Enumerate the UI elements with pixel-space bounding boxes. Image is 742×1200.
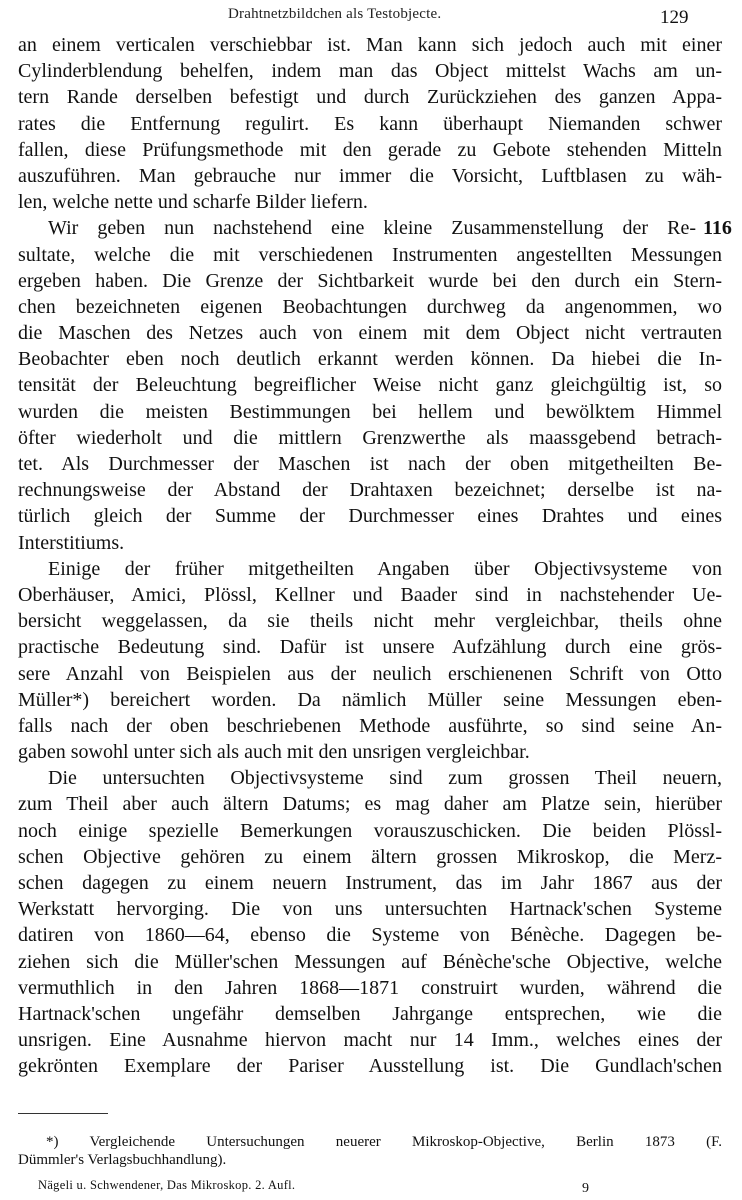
paragraph <box>18 215 722 555</box>
text-line: gaben sowohl unter sich als auch mit den unsrigen vergleichbar. <box>18 741 530 764</box>
text-line: Oberhäuser, Amici, Plössl, Kellner und Baader sind in nachstehender Ue- <box>18 583 722 606</box>
text-line: rechnungsweise der Abstand der Drahtaxen bezeichnet; derselbe ist na- <box>18 479 722 502</box>
text-line: an einem verticalen verschiebbar ist. Man kann sich jedoch auch mit einer <box>18 34 722 56</box>
text-line: Die untersuchten Objectivsysteme sind zum grossen Theil neuern, <box>48 767 722 790</box>
margin-note: 116 <box>703 217 732 239</box>
text-line: practische Bedeutung sind. Dafür ist unsere Aufzählung durch eine grös- <box>18 636 722 659</box>
footnote-rule <box>18 1113 108 1114</box>
text-line: schen Objective gehören zu einem ältern grossen Mikroskop, die Merz- <box>18 845 722 868</box>
body-text <box>18 32 722 1080</box>
text-line: Interstitiums. <box>18 531 125 554</box>
text-line: rates die Entfernung regulirt. Es kann überhaupt Niemanden schwer <box>18 112 722 135</box>
text-line: Wir geben nun nachstehend eine kleine Zusammenstellung der Re- <box>48 217 696 240</box>
text-line: Hartnack'schen ungefähr demselben Jahrgange entsprechen, wie die <box>18 1002 722 1025</box>
signature-line: Nägeli u. Schwendener, Das Mikroskop. 2. Aufl. <box>38 1178 296 1192</box>
page-number: 129 <box>660 7 689 28</box>
paragraph <box>18 765 722 1079</box>
text-line: ergeben haben. Die Grenze der Sichtbarkeit wurde bei den durch ein Stern- <box>18 269 722 292</box>
text-line: tensität der Beleuchtung begreiflicher Weise nicht ganz gleichgültig ist, so <box>18 374 722 397</box>
text-line: bersicht weggelassen, da sie theils nicht mehr vergleichbar, theils ohne <box>18 610 722 633</box>
text-line: falls nach der oben beschriebenen Methode ausführte, so sind seine An- <box>18 714 722 737</box>
text-line: tern Rande derselben befestigt und durch Zurückziehen des ganzen Appa- <box>18 86 722 109</box>
text-line: auszuführen. Man gebrauche nur immer die Vorsicht, Luftblasen zu wäh- <box>18 164 722 187</box>
page-header <box>0 4 742 34</box>
text-line: noch einige spezielle Bemerkungen vorauszuschicken. Die beiden Plössl- <box>18 819 722 842</box>
paragraph <box>18 32 722 215</box>
text-line: chen bezeichneten eigenen Beobachtungen durchweg da angenommen, wo <box>18 295 722 318</box>
text-line: sere Anzahl von Beispielen aus der neulich erschienenen Schrift von Otto <box>18 662 722 685</box>
text-line: ziehen sich die Müller'schen Messungen auf Bénèche'sche Objective, welche <box>18 950 722 973</box>
text-line: Beobachter eben noch deutlich erkannt werden können. Da hiebei die In- <box>18 348 722 371</box>
text-line: türlich gleich der Summe der Durchmesser eines Drahtes und eines <box>18 505 722 528</box>
text-line: schen dagegen zu einem neuern Instrument, das im Jahr 1867 aus der <box>18 872 722 894</box>
text-line: die Maschen des Netzes auch von einem mit dem Object nicht vertrauten <box>18 322 722 345</box>
text-line: tet. Als Durchmesser der Maschen ist nach der oben mitgetheilten Be- <box>18 453 722 475</box>
text-line: sultate, welche die mit verschiedenen Instrumenten angestellten Messungen <box>18 243 722 266</box>
text-line: datiren von 1860—64, ebenso die Systeme von Bénèche. Dagegen be- <box>18 924 722 947</box>
text-line: Cylinderblendung behelfen, indem man das Object mittelst Wachs am un- <box>18 60 722 83</box>
text-line: len, welche nette und scharfe Bilder liefern. <box>18 191 368 214</box>
text-line: Müller*) bereichert worden. Da nämlich Müller seine Messungen eben- <box>18 688 722 711</box>
footnote-line: Dümmler's Verlagsbuchhandlung). <box>18 1152 227 1168</box>
footnote-line: *) Vergleichende Untersuchungen neuerer Mikroskop-Objective, Berlin 1873 (F. <box>46 1134 722 1150</box>
text-line: Werkstatt hervorging. Die von uns untersuchten Hartnack'schen Systeme <box>18 898 722 921</box>
text-line: gekrönten Exemplare der Pariser Ausstellung ist. Die Gundlach'schen <box>18 1055 722 1078</box>
text-line: öfter wiederholt und die mittlern Grenzwerthe als maassgebend betrach- <box>18 426 722 449</box>
text-line: zum Theil aber auch ältern Datums; es mag daher am Platze sein, hierüber <box>18 793 722 816</box>
text-line: wurden die meisten Bestimmungen bei hellem und bewölktem Himmel <box>18 400 722 423</box>
paragraph <box>18 556 722 766</box>
text-line: Einige der früher mitgetheilten Angaben über Objectivsysteme von <box>48 557 722 580</box>
footnote <box>18 1133 722 1169</box>
text-line: fallen, diese Prüfungsmethode mit den gerade zu Gebote stehenden Mitteln <box>18 138 722 161</box>
sheet-number: 9 <box>582 1181 589 1196</box>
text-line: vermuthlich in den Jahren 1868—1871 construirt wurden, während die <box>18 976 722 999</box>
text-line: unsrigen. Eine Ausnahme hiervon macht nur 14 Imm., welches eines der <box>18 1029 722 1052</box>
running-title: Drahtnetzbildchen als Testobjecte. <box>228 6 442 22</box>
